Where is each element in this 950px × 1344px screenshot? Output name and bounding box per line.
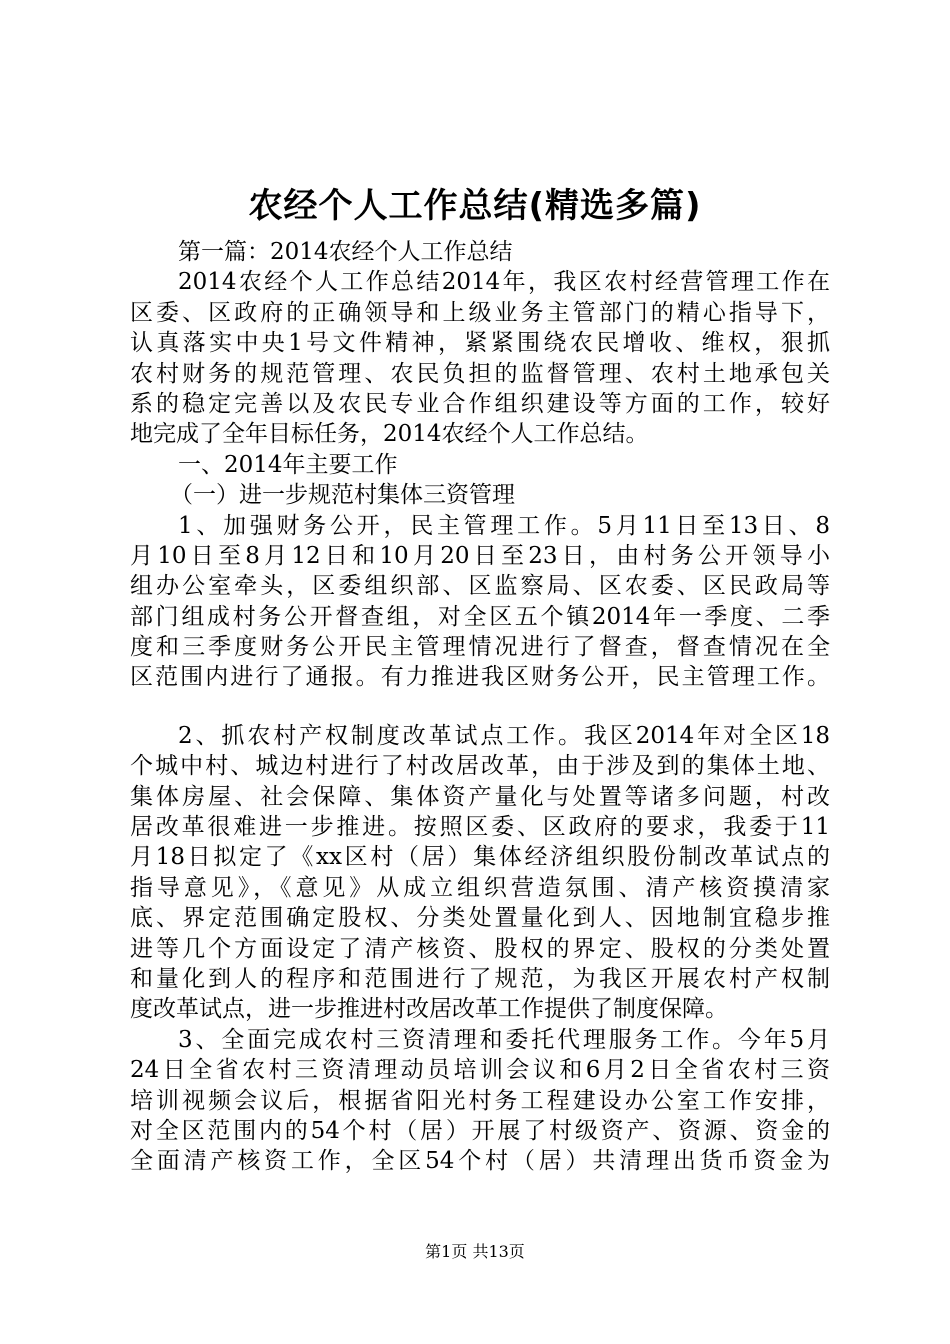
page-footer: 第1页 共13页 (425, 1242, 525, 1261)
text-line: 2、抓农村产权制度改革试点工作。我区2014年对全区18 (178, 722, 830, 749)
text-line: 居改革很难进一步推进。按照区委、区政府的要求，我委于11 (130, 814, 830, 841)
text-line: 月10日至8月12日和10月20日至23日，由村务公开领导小 (130, 542, 830, 569)
text-line: 1、加强财务公开，民主管理工作。5月11日至13日、8 (178, 512, 830, 539)
text-line: 一、2014年主要工作 (178, 451, 398, 478)
text-line: 系的稳定完善以及农民专业合作组织建设等方面的工作，较好 (130, 390, 830, 417)
text-line: 2014农经个人工作总结2014年，我区农村经营管理工作在 (178, 269, 830, 296)
text-line: 农村财务的规范管理、农民负担的监督管理、农村土地承包关 (130, 360, 830, 387)
text-line: 对全区范围内的54个村（居）开展了村级资产、资源、资金的 (130, 1117, 830, 1144)
text-line: 底、界定范围确定股权、分类处置量化到人、因地制宜稳步推 (130, 905, 830, 932)
text-line: 组办公室牵头，区委组织部、区监察局、区农委、区民政局等 (130, 573, 830, 600)
text-line: 认真落实中央1号文件精神，紧紧围绕农民增收、维权，狠抓 (130, 330, 830, 357)
document-body (130, 237, 830, 1177)
text-line: 度和三季度财务公开民主管理情况进行了督查，督查情况在全 (130, 634, 830, 661)
text-line: （一）进一步规范村集体三资管理 (170, 482, 515, 509)
text-line: 区范围内进行了通报。有力推进我区财务公开，民主管理工作。 (130, 664, 830, 691)
text-line: 区委、区政府的正确领导和上级业务主管部门的精心指导下， (130, 299, 830, 326)
page-title: 农经个人工作总结(精选多篇) (248, 186, 702, 226)
text-line: 集体房屋、社会保障、集体资产量化与处置等诸多问题，村改 (130, 783, 830, 810)
text-line: 个城中村、城边村进行了村改居改革，由于涉及到的集体土地、 (130, 753, 830, 780)
text-line: 培训视频会议后，根据省阳光村务工程建设办公室工作安排， (130, 1087, 830, 1114)
paragraph-gap (130, 693, 830, 721)
text-line: 和量化到人的程序和范围进行了规范，为我区开展农村产权制 (130, 965, 830, 992)
text-line: 3、全面完成农村三资清理和委托代理服务工作。今年5月 (178, 1026, 830, 1053)
text-line: 第一篇：2014农经个人工作总结 (178, 239, 513, 265)
text-line: 部门组成村务公开督查组，对全区五个镇2014年一季度、二季 (130, 603, 830, 630)
text-line: 月18日拟定了《xx区村（居）集体经济组织股份制改革试点的 (130, 844, 830, 871)
text-line: 指导意见》，《意见》从成立组织营造氛围、清产核资摸清家 (130, 874, 830, 901)
text-line: 地完成了全年目标任务，2014农经个人工作总结。 (130, 421, 649, 448)
text-line: 全面清产核资工作，全区54个村（居）共清理出货币资金为 (130, 1148, 830, 1175)
text-line: 24日全省农村三资清理动员培训会议和6月2日全省农村三资 (130, 1057, 830, 1084)
text-line: 度改革试点，进一步推进村改居改革工作提供了制度保障。 (130, 996, 728, 1023)
text-line: 进等几个方面设定了清产核资、股权的界定、股权的分类处置 (130, 935, 830, 962)
